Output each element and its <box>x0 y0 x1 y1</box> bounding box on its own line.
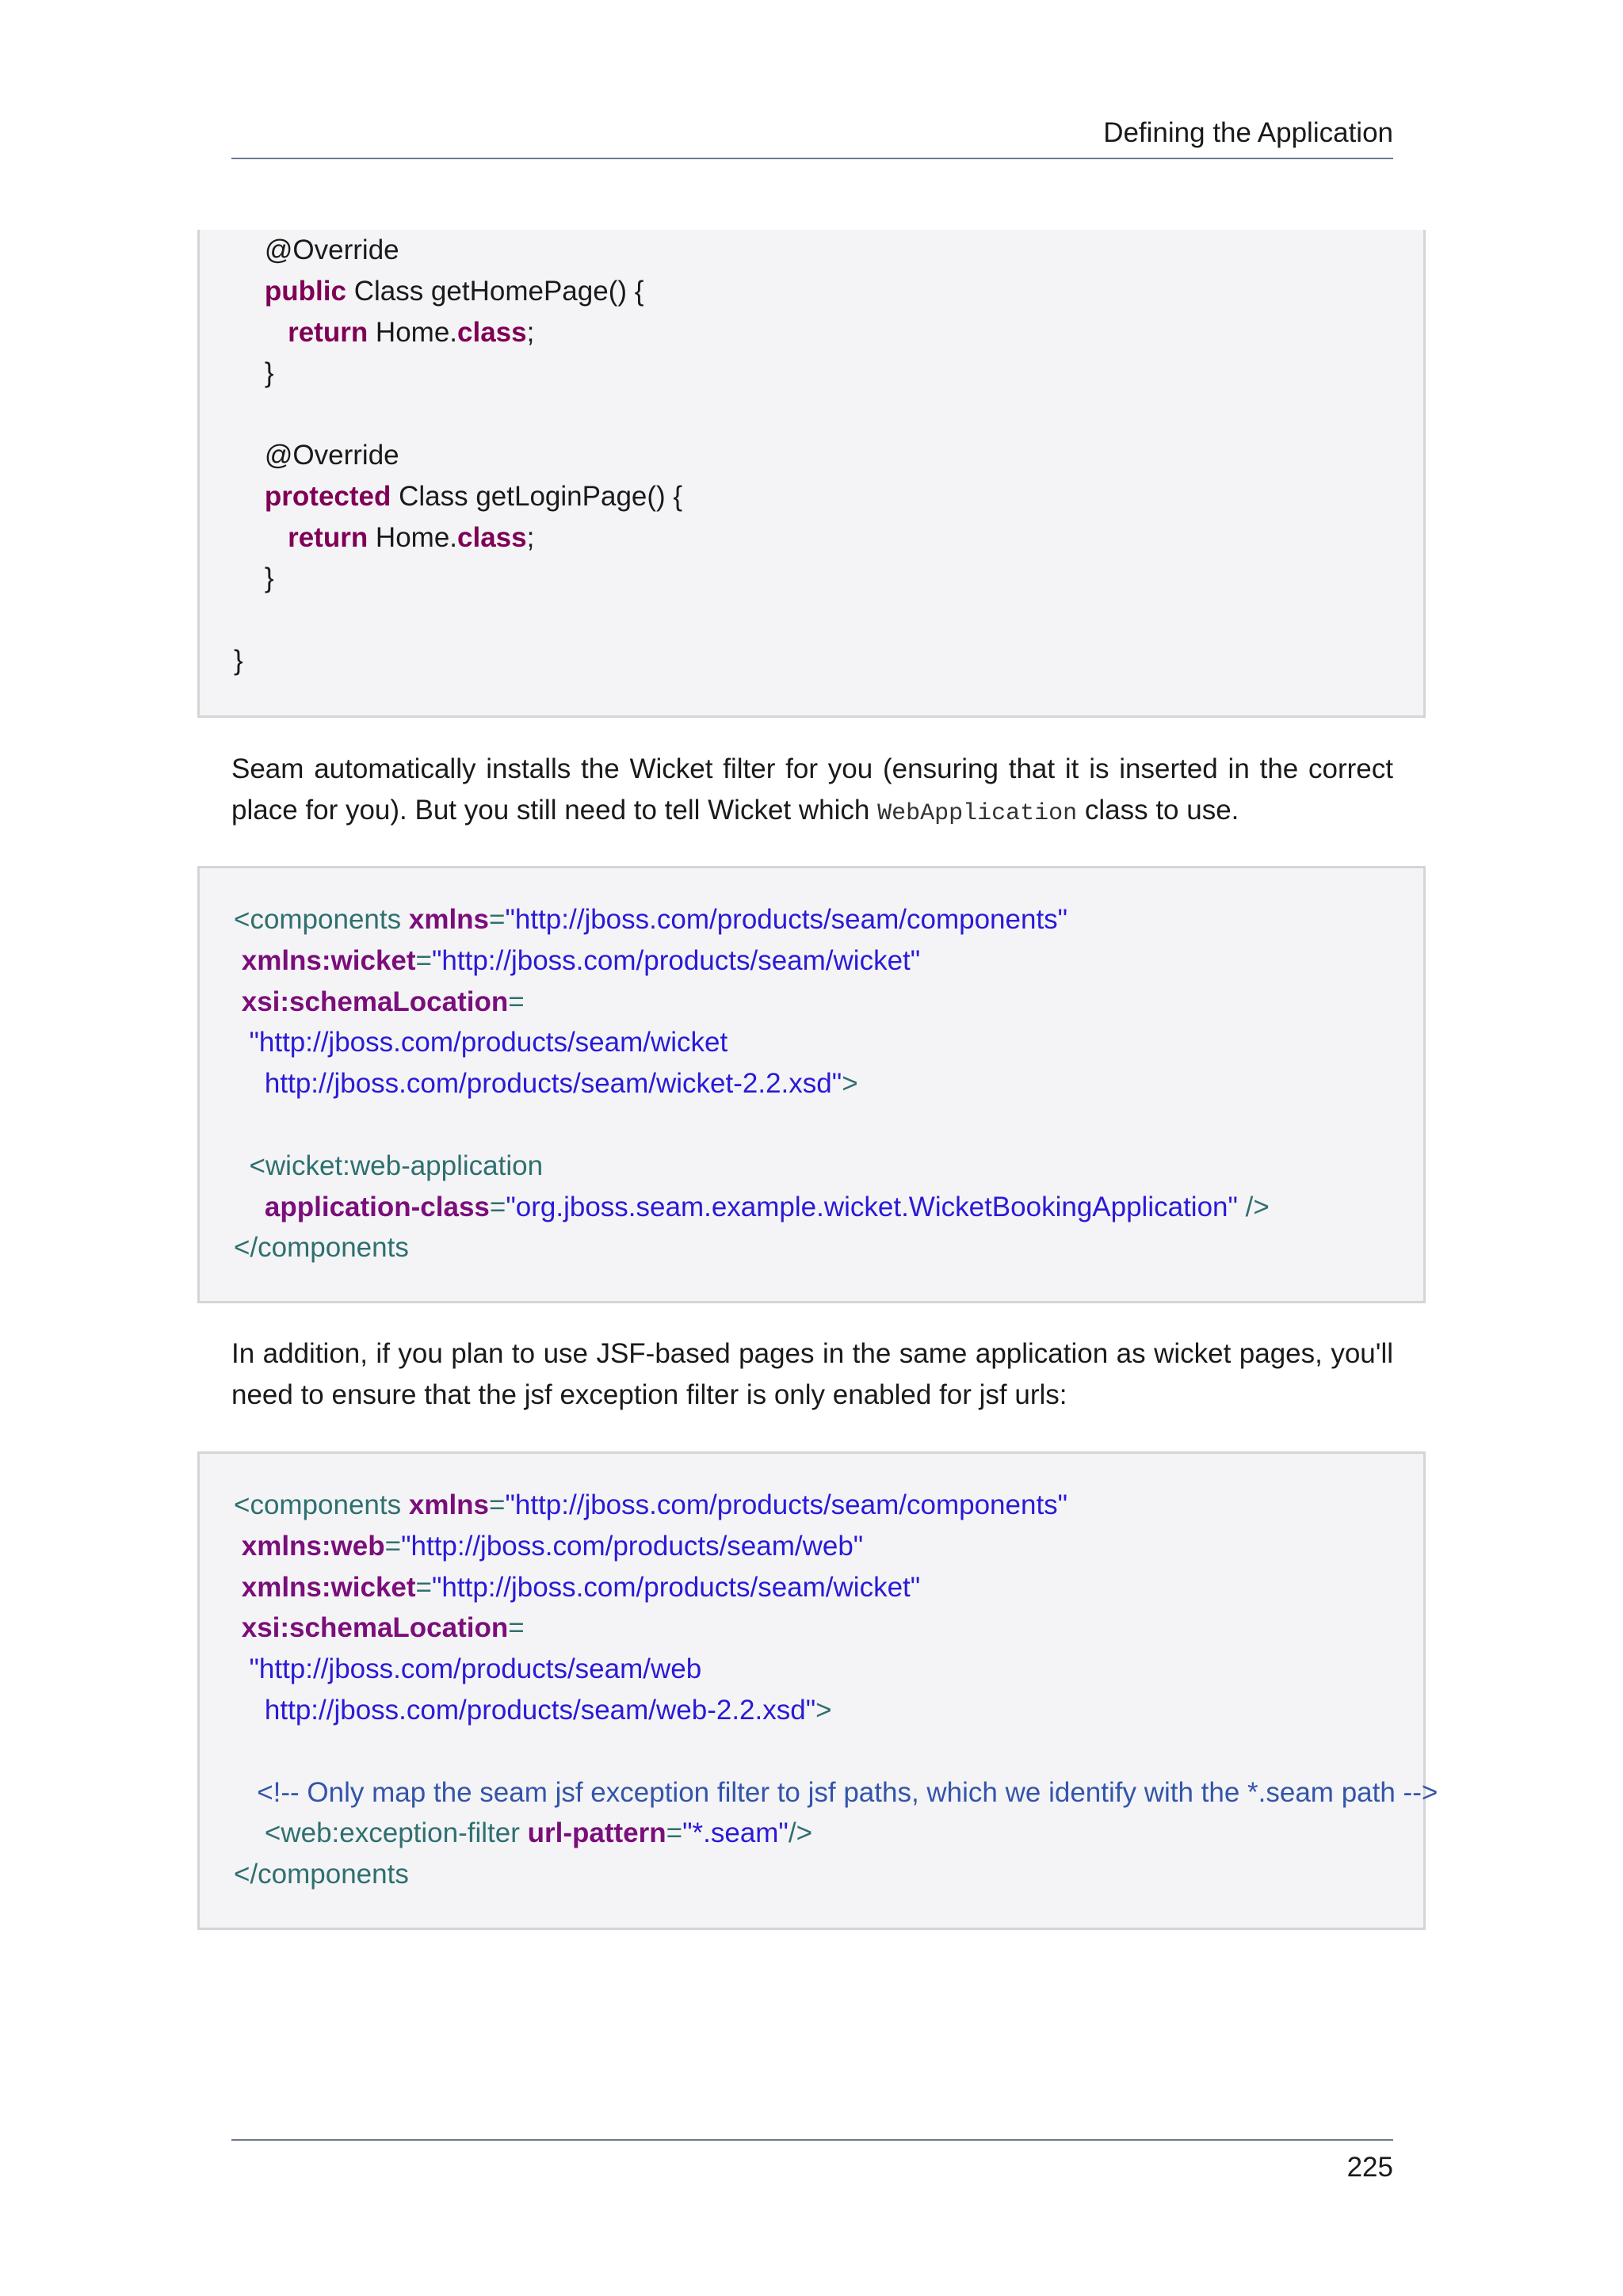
xml-tag: <components <box>234 904 402 935</box>
xml-value: "http://jboss.com/products/seam/wicket" <box>432 1571 921 1603</box>
keyword: return <box>288 521 369 553</box>
xml-attribute: xmlns:wicket <box>241 944 416 976</box>
brace: } <box>264 563 274 594</box>
annotation: @Override <box>264 235 399 265</box>
xml-equals: = <box>666 1817 683 1849</box>
keyword: return <box>288 316 369 348</box>
xml-tag: <wicket:web-application <box>249 1150 544 1181</box>
chapter-title: Defining the Application <box>1103 117 1393 148</box>
xml-value: "*.seam" <box>682 1817 789 1849</box>
xml-value: "org.jboss.seam.example.wicket.WicketBookingApplication" <box>506 1191 1238 1222</box>
xml-attribute: xsi:schemaLocation <box>241 1612 509 1644</box>
xml-equals: = <box>489 1489 506 1520</box>
xml-value: "http://jboss.com/products/seam/components" <box>505 904 1068 935</box>
xml-value: "http://jboss.com/products/seam/components" <box>505 1489 1068 1520</box>
page-header <box>231 114 1393 159</box>
brace: } <box>264 357 274 389</box>
xml-equals: = <box>489 904 506 935</box>
java-code <box>234 230 682 681</box>
xml-attribute: xmlns <box>408 904 490 935</box>
xml-tag: <components <box>234 1489 402 1520</box>
keyword: public <box>264 275 346 307</box>
code-text: Home. <box>368 521 458 553</box>
keyword: class <box>457 316 527 348</box>
xml-value: "http://jboss.com/products/seam/wicket" <box>432 944 921 976</box>
xml-code <box>234 1485 1438 1895</box>
code-text: Home. <box>368 316 458 348</box>
xml-value: http://jboss.com/products/seam/wicket-2.2.xsd" <box>264 1068 842 1100</box>
code-text: ; <box>526 521 535 553</box>
method-signature: Class getLoginPage() { <box>391 480 683 512</box>
xml-tag: <web:exception-filter <box>264 1817 520 1849</box>
xml-equals: = <box>415 944 432 976</box>
xml-attribute: xmlns <box>408 1489 490 1520</box>
xml-equals: = <box>384 1530 402 1562</box>
xml-attribute: xsi:schemaLocation <box>241 986 509 1017</box>
xml-equals: = <box>508 1612 525 1644</box>
paragraph: In addition, if you plan to use JSF-based pages in the same application as wicket pages, you'll need to ensure that the jsf exception filter is only enabled for jsf urls: <box>231 1338 1393 1410</box>
xml-bracket: > <box>842 1068 858 1100</box>
xml-equals: = <box>508 986 525 1017</box>
java-code-block <box>197 230 1426 718</box>
xml-value: "http://jboss.com/products/seam/wicket <box>249 1027 728 1058</box>
xml-attribute: application-class <box>264 1191 490 1222</box>
page-number: 225 <box>1346 2152 1393 2183</box>
xml-value: "http://jboss.com/products/seam/web <box>249 1653 702 1685</box>
xml-attribute: xmlns:wicket <box>241 1571 416 1603</box>
xml-equals: = <box>489 1191 506 1222</box>
xml-attribute: url-pattern <box>527 1817 666 1849</box>
annotation: @Override <box>264 439 399 471</box>
brace: } <box>234 644 243 676</box>
code-text: ; <box>526 316 535 348</box>
paragraph <box>231 749 1393 834</box>
xml-code-block <box>197 1451 1438 1930</box>
paragraph-text: Seam automatically installs the Wicket filter for you (ensuring that it is inserted in the correct place for you). But you still need to tell Wicket which <box>231 753 1393 826</box>
xml-code <box>234 899 1270 1268</box>
xml-tag: </components <box>234 1859 409 1890</box>
xml-value: "http://jboss.com/products/seam/web" <box>401 1530 864 1562</box>
method-signature: Class getHomePage() { <box>346 275 644 307</box>
xml-value: http://jboss.com/products/seam/web-2.2.xsd" <box>264 1694 816 1726</box>
page-footer <box>231 2139 1393 2183</box>
xml-comment: <!-- Only map the seam jsf exception filter to jsf paths, which we identify with the *.seam path --> <box>257 1776 1438 1808</box>
keyword: class <box>457 521 527 553</box>
xml-bracket: /> <box>788 1817 813 1849</box>
xml-bracket: > <box>815 1694 832 1726</box>
xml-bracket: /> <box>1237 1191 1270 1222</box>
inline-code: WebApplication <box>877 800 1078 827</box>
xml-tag: </components <box>234 1232 409 1264</box>
xml-attribute: xmlns:web <box>241 1530 385 1562</box>
paragraph-text: class to use. <box>1077 795 1239 826</box>
keyword: protected <box>264 480 391 512</box>
xml-equals: = <box>415 1571 432 1603</box>
xml-code-block <box>197 866 1426 1303</box>
